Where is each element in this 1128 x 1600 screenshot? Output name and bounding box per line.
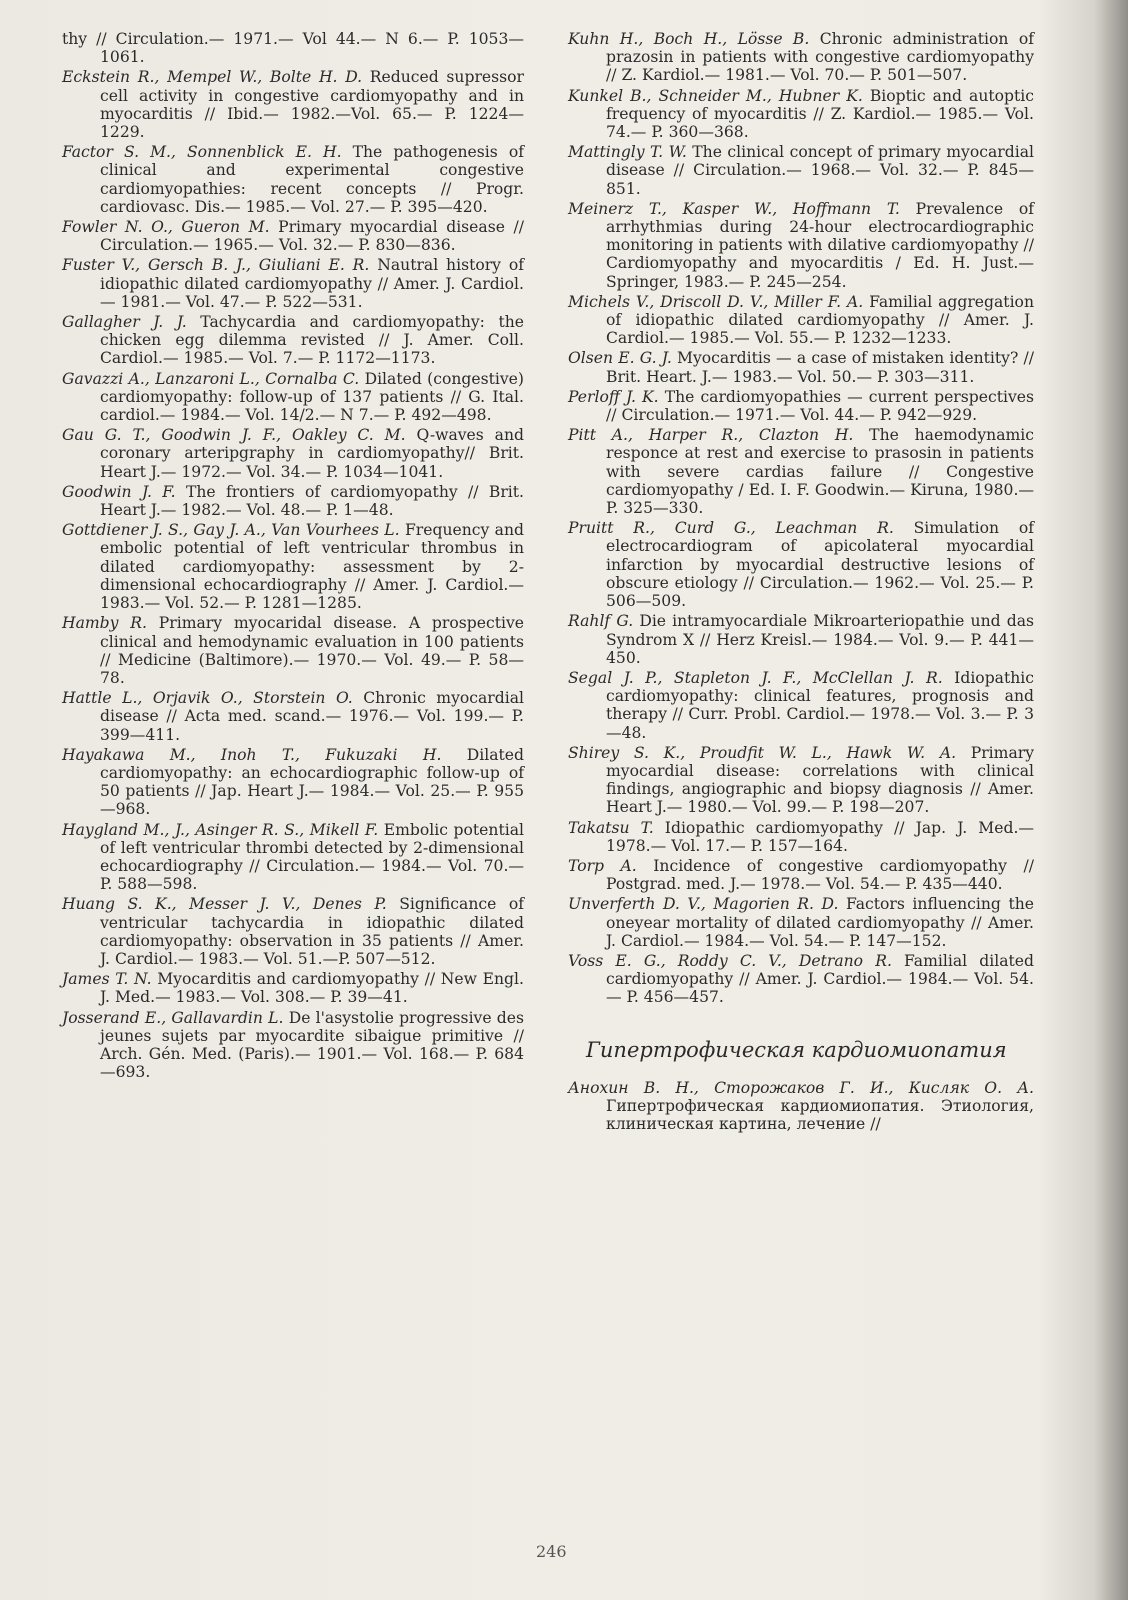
reference-text: Embolic potential of left ventricular thrombi detected by 2-dimensional echocardiography // Circulation.— 1984.— Vol. 70.— P. 588—598. <box>100 820 524 894</box>
reference-text: Prevalence of arrhythmias during 24-hour electrocardiographic monitoring in patients with dilative cardiomyopathy // Cardiomyopathy and myocarditis / Ed. H. Just.— Springer, 1983.— P. 245—254. <box>606 199 1034 291</box>
reference-entry <box>568 143 1034 198</box>
section-title: Гипертрофическая кардиомиопатия <box>586 1037 1007 1062</box>
reference-authors: Pruitt R., Curd G., Leachman R. <box>568 519 914 538</box>
reference-authors: Shirey S. K., Proudfit W. L., Hawk W. A. <box>568 743 971 762</box>
reference-text: Factors influencing the oneyear mortality of dilated cardiomyopathy // Amer. J. Cardiol.— 1984.— Vol. 54.— P. 147—152. <box>606 895 1034 950</box>
reference-text: Idiopathic cardiomyopathy: clinical features, prognosis and therapy // Curr. Probl. Cardiol.— 1978.— Vol. 3.— P. 3—48. <box>606 668 1034 742</box>
reference-authors: Josserand E., Gallavardin L. <box>62 1008 289 1027</box>
reference-text: Simulation of electrocardiogram of apicolateral myocardial infarction by myocardial destructive lesions of obscure etiology // Circulation.— 1962.— Vol. 25.— P. 506—509. <box>606 519 1034 611</box>
reference-text: Nautral history of idiopathic dilated cardiomyopathy // Amer. J. Cardiol.— 1981.— Vol. 47.— P. 522—531. <box>100 256 525 311</box>
reference-entry <box>62 143 524 216</box>
reference-text: Tachycardia and cardiomyopathy: the chicken egg dilemma revisted // J. Amer. Coll. Cardiol.— 1985.— Vol. 7.— P. 1172—1173. <box>100 313 524 368</box>
reference-text: Familial aggregation of idiopathic dilated cardiomyopathy // Amer. J. Cardiol.— 1985.— Vol. 55.— P. 1232—1233. <box>606 292 1034 348</box>
reference-authors: Eckstein R., Mempel W., Bolte H. D. <box>62 68 370 87</box>
reference-authors: Goodwin J. F. <box>62 482 186 501</box>
reference-entry <box>62 689 524 744</box>
reference-entry <box>62 370 524 425</box>
reference-entry <box>62 426 524 481</box>
reference-text: The haemodynamic responce at rest and exercise to prasosin in patients with severe cardias failure // Congestive cardiomyopathy / Ed. I. F. Goodwin.— Kiruna, 1980.— P. 325—330. <box>606 426 1034 518</box>
reference-authors: Gau G. T., Goodwin J. F., Oakley C. M. <box>62 426 417 445</box>
reference-entry <box>62 218 524 254</box>
reference-authors: Voss E. G., Roddy C. V., Detrano R. <box>568 951 905 970</box>
reference-text: The frontiers of cardiomyopathy // Brit. Heart J.— 1982.— Vol. 48.— P. 1—48. <box>100 482 524 520</box>
right-column <box>568 30 1034 1135</box>
reference-authors: Rahlf G. <box>568 612 640 631</box>
reference-entry <box>568 1079 1034 1134</box>
reference-authors: Mattingly T. W. <box>568 143 693 162</box>
reference-authors: Gavazzi A., Lanzaroni L., Cornalba C. <box>62 369 365 388</box>
reference-entry <box>62 614 524 687</box>
reference-entry <box>62 68 524 141</box>
reference-authors: Gottdiener J. S., Gay J. A., Van Vourhees L. <box>62 521 405 540</box>
reference-text: Primary myocardial disease // Circulation.— 1965.— Vol. 32.— P. 830—836. <box>100 218 525 255</box>
right-reference-list <box>568 30 1034 1007</box>
reference-entry <box>62 483 524 519</box>
reference-text: The pathogenesis of clinical and experimental congestive cardiomyopathies: recent concepts // Progr. cardiovasc. Dis.— 1985.— Vol. 27.— P. 395—420. <box>100 143 524 216</box>
reference-text: The clinical concept of primary myocardial disease // Circulation.— 1968.— Vol. 32.— P. 845—851. <box>606 143 1034 198</box>
reference-authors: Michels V., Driscoll D. V., Miller F. A. <box>568 292 870 311</box>
reference-text: Bioptic and autoptic frequency of myocarditis // Z. Kardiol.— 1985.— Vol. 74.— P. 360—368. <box>606 86 1034 142</box>
reference-text: Гипертрофическая кардиомиопатия. Этиология, клиническая картина, лечение // <box>606 1096 1034 1133</box>
reference-authors: Hattle L., Orjavik O., Storstein O. <box>62 689 364 708</box>
reference-text: Chronic administration of prazosin in patients with congestive cardiomyopathy // Z. Kardiol.— 1981.— Vol. 70.— P. 501—507. <box>606 30 1034 85</box>
reference-entry <box>62 313 524 368</box>
reference-entry <box>568 519 1034 610</box>
reference-text: Primary myocardial disease: correlations with clinical findings, angiographic and biopsy diagnosis // Amer. Heart J.— 1980.— Vol. 99.— P. 198—207. <box>606 743 1034 817</box>
reference-entry <box>568 293 1034 348</box>
reference-entry <box>568 952 1034 1007</box>
reference-text: Chronic myocardial disease // Acta med. scand.— 1976.— Vol. 199.— P. 399—411. <box>100 689 524 744</box>
reference-authors: Torp A. <box>568 856 654 875</box>
reference-text: Idiopathic cardiomyopathy // Jap. J. Med.— 1978.— Vol. 17.— P. 157—164. <box>606 818 1034 855</box>
reference-text: Reduced supressor cell activity in congestive cardiomyopathy and in myocarditis // Ibid.— 1982.—Vol. 65.— P. 1224—1229. <box>100 68 524 142</box>
reference-entry <box>568 30 1034 85</box>
reference-entry <box>568 349 1034 385</box>
reference-entry <box>568 819 1034 855</box>
reference-text: thy // Circulation.— 1971.— Vol 44.— N 6.— P. 1053—1061. <box>62 30 524 67</box>
reference-authors: Hayakawa M., Inoh T., Fukuzaki H. <box>62 745 467 764</box>
reference-text: Frequency and embolic potential of left ventricular thrombus in dilated cardiomyopathy: assessment by 2-dimensional echocardiography // Amer. J. Cardiol.— 1983.— Vol. 52.— P. 1281—1285. <box>100 521 524 613</box>
reference-authors: Анохин В. Н., Сторожаков Г. И., Кисляк О. А. <box>568 1078 1034 1097</box>
reference-entry <box>568 388 1034 424</box>
reference-entry <box>62 521 524 612</box>
reference-text: Significance of ventricular tachycardia in idiopathic dilated cardiomyopathy: observation in 35 patients // Amer. J. Cardiol.— 1983.— Vol. 51.—P. 507—512. <box>100 895 524 968</box>
reference-entry <box>62 970 524 1006</box>
reference-text: The cardiomyopathies — current perspectives // Circulation.— 1971.— Vol. 44.— P. 942—929. <box>606 387 1034 425</box>
left-column <box>62 30 524 1083</box>
reference-entry <box>62 821 524 894</box>
reference-entry <box>568 200 1034 291</box>
reference-text: Incidence of congestive cardiomyopathy // Postgrad. med. J.— 1978.— Vol. 54.— P. 435—440. <box>606 856 1035 894</box>
reference-text: Dilated cardiomyopathy: an echocardiographic follow-up of 50 patients // Jap. Heart J.— 1984.— Vol. 25.— P. 955—968. <box>100 745 524 819</box>
reference-entry <box>568 426 1034 517</box>
reference-entry <box>62 30 524 66</box>
reference-authors: Gallagher J. J. <box>62 313 201 332</box>
reference-text: Familial dilated cardiomyopathy // Amer. J. Cardiol.— 1984.— Vol. 54.— P. 456—457. <box>606 951 1035 1007</box>
reference-text: Myocarditis and cardiomyopathy // New Engl. J. Med.— 1983.— Vol. 308.— P. 39—41. <box>100 970 524 1007</box>
reference-entry <box>62 895 524 968</box>
reference-authors: Haygland M., J., Asinger R. S., Mikell F. <box>62 820 384 839</box>
reference-authors: Segal J. P., Stapleton J. F., McClellan J. R. <box>568 668 955 687</box>
reference-text: Q-waves and coronary arteripgraphy in cardiomyopathy// Brit. Heart J.— 1972.— Vol. 34.— P. 1034—1041. <box>100 426 524 481</box>
reference-text: De l'asystolie progressive des jeunes sujets par myocardite sibaigue primitive // Arch. Gén. Med. (Paris).— 1901.— Vol. 168.— P. 684—693. <box>100 1008 525 1082</box>
reference-text: Die intramyocardiale Mikroarteriopathie und das Syndrom X // Herz Kreisl.— 1984.— Vol. 9.— P. 441—450. <box>606 612 1034 667</box>
reference-authors: Huang S. K., Messer J. V., Denes P. <box>62 895 400 914</box>
reference-authors: Unverferth D. V., Magorien R. D. <box>568 895 846 914</box>
reference-entry <box>62 1009 524 1082</box>
reference-authors: Pitt A., Harper R., Clazton H. <box>568 426 870 445</box>
reference-authors: Kunkel B., Schneider M., Hubner K. <box>568 86 870 105</box>
reference-entry <box>568 857 1034 893</box>
reference-entry <box>568 669 1034 742</box>
reference-authors: Fowler N. O., Gueron M. <box>62 218 279 237</box>
reference-entry <box>568 895 1034 950</box>
reference-entry <box>568 744 1034 817</box>
reference-entry <box>568 87 1034 142</box>
reference-authors: Perloff J. K. <box>568 387 665 406</box>
page-number: 246 <box>536 1542 567 1561</box>
reference-authors: James T. N. <box>62 970 158 989</box>
reference-authors: Takatsu T. <box>568 818 665 837</box>
reference-authors: Kuhn H., Boch H., Lösse B. <box>568 30 820 48</box>
reference-text: Myocarditis — a case of mistaken identity? // Brit. Heart. J.— 1983.— Vol. 50.— P. 303—311. <box>606 349 1034 386</box>
reference-authors: Meinerz T., Kasper W., Hoffmann T. <box>568 199 916 218</box>
reference-authors: Factor S. M., Sonnenblick E. H. <box>62 143 353 162</box>
reference-authors: Hamby R. <box>62 614 159 633</box>
reference-authors: Fuster V., Gersch B. J., Giuliani E. R. <box>62 256 378 275</box>
section-reference-list <box>568 1079 1034 1134</box>
reference-entry <box>62 746 524 819</box>
reference-authors: Olsen E. G. J. <box>568 349 677 368</box>
reference-text: Dilated (congestive) cardiomyopathy: follow-up of 137 patients // G. Ital. cardiol.— 1984.— Vol. 14/2.— N 7.— P. 492—498. <box>100 369 524 425</box>
reference-text: Primary myocaridal disease. A prospective clinical and hemodynamic evaluation in 100 patients // Medicine (Baltimore).— 1970.— Vol. 49.— P. 58—78. <box>100 614 524 687</box>
reference-entry <box>62 256 524 311</box>
reference-entry <box>568 612 1034 667</box>
